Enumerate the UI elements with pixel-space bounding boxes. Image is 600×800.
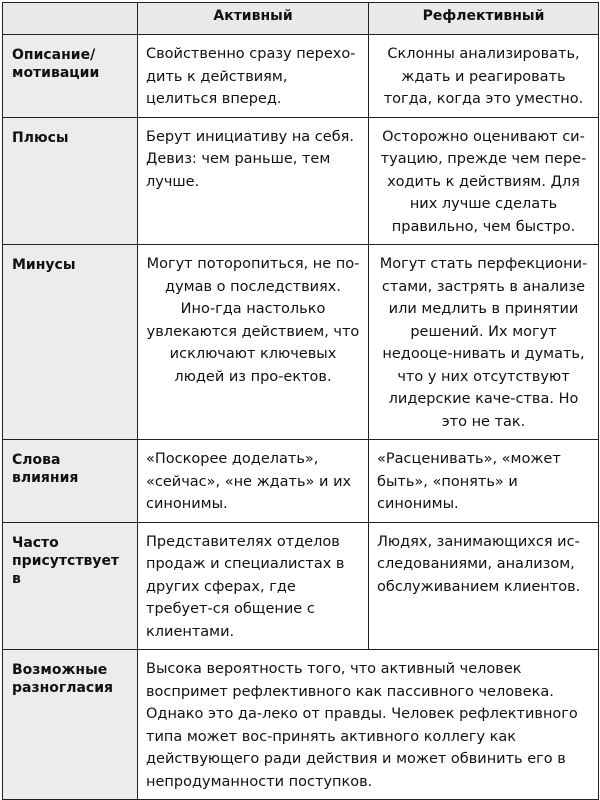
table-row-disagreements (3, 650, 599, 800)
row-label-description: Описание/ мотивации (3, 35, 138, 118)
row-label-disagreements: Возможные разногласия (3, 650, 138, 800)
cell-active-influence-words: «Поскорее доделать», «сейчас», «не ждать» и их синонимы. (138, 440, 369, 523)
cell-active-cons: Могут поторопиться, не по-думав о последствиях. Ино-гда настолько увлекаются действием, что исключают ключевых людей из про-ектов. (138, 245, 369, 440)
cell-active-often-present: Представителях отделов продаж и специалистах в других сферах, где требует-ся общение с клиентами. (138, 522, 369, 650)
cell-reflective-influence-words: «Расценивать», «может быть», «понять» и синонимы. (369, 440, 599, 523)
row-label-pros: Плюсы (3, 117, 138, 245)
table-row-description (3, 35, 599, 118)
table-row-pros (3, 117, 599, 245)
cell-disagreements-text: Высока вероятность того, что активный человек воспримет рефлективного как пассивного человека. Однако это да-леко от правды. Человек рефлективного типа может вос-принять активного коллегу как действующего ради действия и может обвинить его в непродуманности поступков. (138, 650, 599, 800)
cell-active-pros: Берут инициативу на себя. Девиз: чем раньше, тем лучше. (138, 117, 369, 245)
cell-reflective-pros: Осторожно оценивают си-туацию, прежде чем пере-ходить к действиям. Для них лучше сделать правильно, чем быстро. (369, 117, 599, 245)
cell-reflective-cons: Могут стать перфекциони-стами, застрять в анализе или медлить в принятии решений. Их могут недооце-нивать и думать, что у них отсутствуют лидерские каче-ства. Но это не так. (369, 245, 599, 440)
header-row (3, 3, 599, 35)
row-label-often-present: Часто присутствует в (3, 522, 138, 650)
table-row-often-present (3, 522, 599, 650)
table-row-influence-words (3, 440, 599, 523)
table-row-cons (3, 245, 599, 440)
comparison-table (2, 2, 599, 800)
row-label-influence-words: Слова влияния (3, 440, 138, 523)
cell-reflective-description: Склонны анализировать, ждать и реагировать тогда, когда это уместно. (369, 35, 599, 118)
table-body (3, 35, 599, 800)
header-reflective: Рефлективный (369, 3, 599, 35)
cell-reflective-often-present: Людях, занимающихся ис-следованиями, анализом, обслуживанием клиентов. (369, 522, 599, 650)
row-label-cons: Минусы (3, 245, 138, 440)
header-active: Активный (138, 3, 369, 35)
header-corner-cell (3, 3, 138, 35)
table-header (3, 3, 599, 35)
cell-active-description: Свойственно сразу перехо-дить к действиям, целиться вперед. (138, 35, 369, 118)
